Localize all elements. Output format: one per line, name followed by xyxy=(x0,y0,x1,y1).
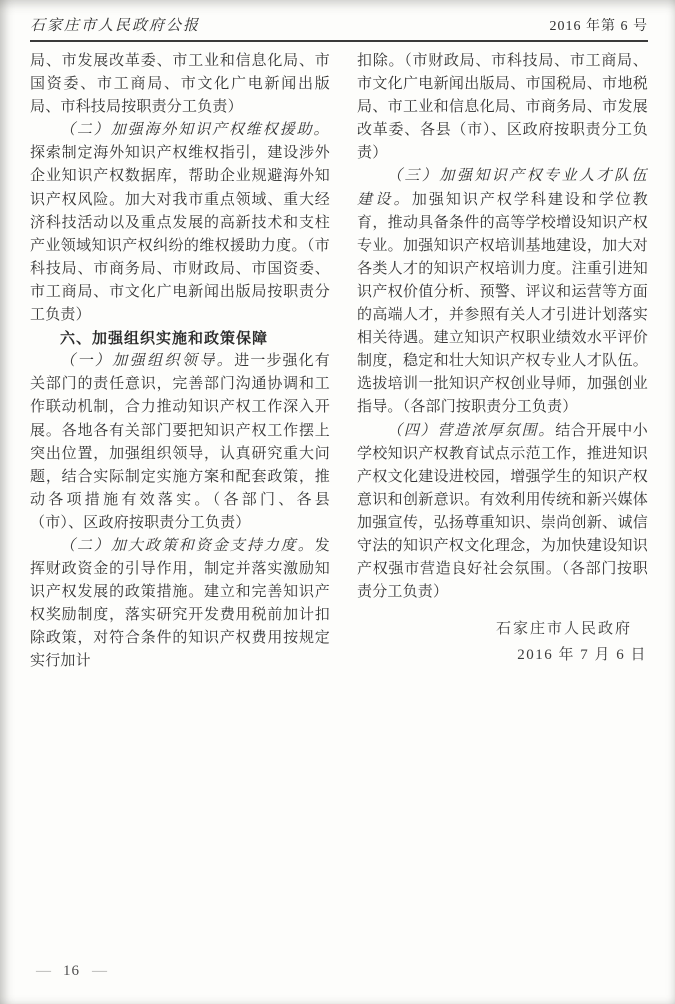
paragraph-lead: （四）营造浓厚氛围。 xyxy=(387,422,556,439)
body-paragraph: （二）加大政策和资金支持力度。发挥财政资金的引导作用，制定并落实激励知识产权发展的政策措施。建立和完善知识产权奖励制度，落实研究开发费用税前加计扣除政策，对符合条件的知识产权费用按规定实行加计 xyxy=(30,537,330,670)
footer-right-dash: — xyxy=(92,963,107,979)
body-paragraph: （三）加强知识产权专业人才队伍建设。加强知识产权学科建设和学位教育，推动具备条件的高等学校增设知识产权专业。加强知识产权培训基地建设，加大对各类人才的知识产权培训力度。注重引进知识产权价值分析、预警、评议和运营等方面的高端人才，并参照有关人才引进计划落实相关待遇。建立知识产权职业绩效水平评价制度，稳定和壮大知识产权专业人才队伍。选拔培训一批知识产权创业导师，加强创业指导。（各部门按职责分工负责） xyxy=(357,168,648,416)
body-paragraph: （四）营造浓厚氛围。结合开展中小学校知识产权教育试点示范工作，推进知识产权文化建设进校园，增强学生的知识产权意识和创新意识。有效利用传统和新兴媒体加强宣传，弘扬尊重知识、崇尚创新、诚信守法的知识产权文化理念，为加快建设知识产权强市营造良好社会氛围。（各部门按职责分工负责） xyxy=(357,422,648,601)
page-number: 16 xyxy=(63,963,80,979)
issue-number: 2016 年第 6 号 xyxy=(549,19,648,34)
section-heading: 六、加强组织实施和政策保障 xyxy=(60,330,269,348)
page-footer xyxy=(36,963,107,980)
document-body xyxy=(30,50,648,674)
right-column xyxy=(357,50,648,674)
footer-left-dash: — xyxy=(36,963,51,979)
page-header xyxy=(30,14,648,42)
left-column xyxy=(30,50,330,674)
body-paragraph: 局、市发展改革委、市工业和信息化局、市国资委、市工商局、市文化广电新闻出版局、市科技局按职责分工负责） xyxy=(30,53,330,116)
signature-line: 石家庄市人民政府 xyxy=(495,621,632,638)
body-paragraph: （二）加强海外知识产权维权援助。探索制定海外知识产权维权指引，建设涉外企业知识产权数据库，帮助企业规避海外知识产权风险。加大对我市重点领域、重大经济科技活动以及重点发展的高新技术和支柱产业领域知识产权纠纷的维权援助力度。（市科技局、市商务局、市财政局、市国资委、市工商局、市文化广电新闻出版局按职责分工负责） xyxy=(30,122,330,324)
body-paragraph: （一）加强组织领导。进一步强化有关部门的责任意识，完善部门沟通协调和工作联动机制，合力推动知识产权工作深入开展。各地各有关部门要把知识产权工作摆上突出位置，加强组织领导，认真研究重大问题，结合实际制定实施方案和配套政策，推动各项措施有效落实。（各部门、各县（市）、区政府按职责分工负责） xyxy=(30,353,330,531)
paragraph-lead: （二）加强海外知识产权维权援助。 xyxy=(60,122,330,139)
masthead-title: 石家庄市人民政府公报 xyxy=(30,18,201,34)
paragraph-lead: （二）加大政策和资金支持力度。 xyxy=(60,537,315,554)
body-paragraph: 扣除。（市财政局、市科技局、市工商局、市文化广电新闻出版局、市国税局、市地税局、市工业和信息化局、市商务局、市发展改革委、各县（市）、区政府按职责分工负责） xyxy=(357,53,648,162)
paragraph-lead: （一）加强组织领导。 xyxy=(60,353,235,370)
signature-line: 2016 年 7 月 6 日 xyxy=(517,647,647,664)
paragraph-lead: （三）加强知识产权专业人才队伍建设。 xyxy=(357,168,648,208)
